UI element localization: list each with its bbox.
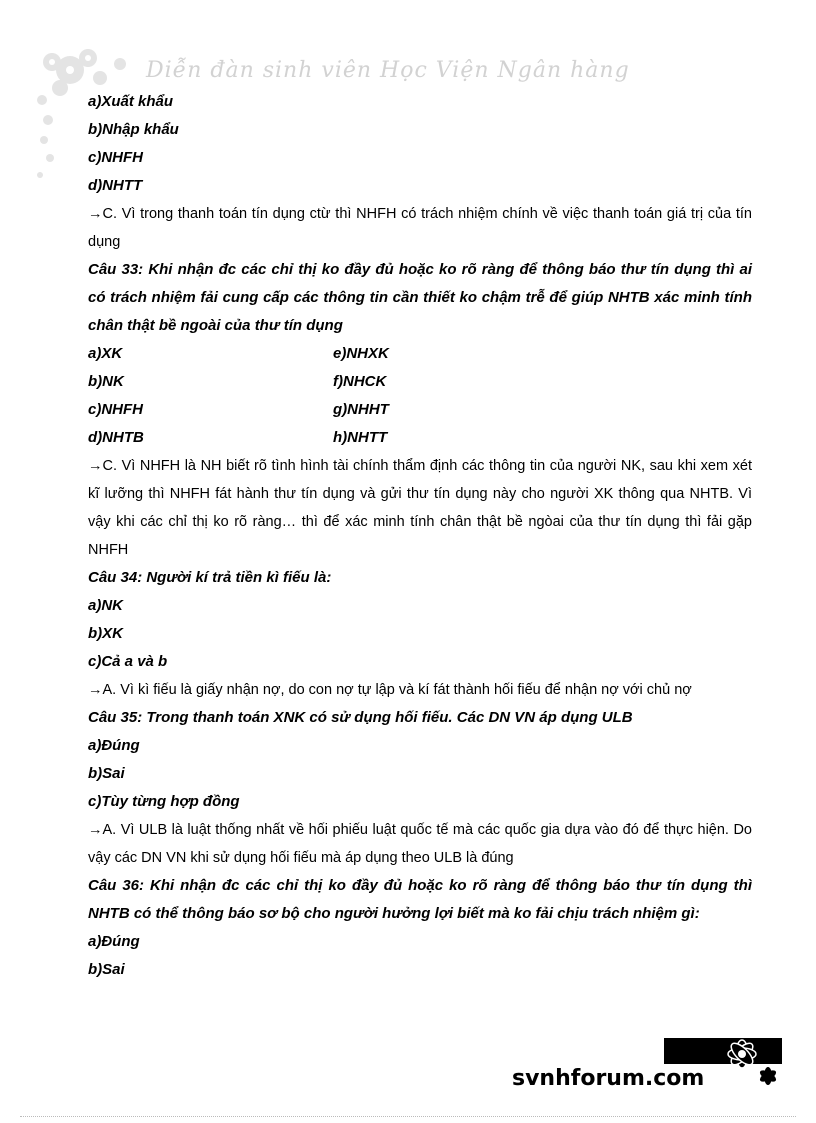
footer-logo-text: svnhforum.com [512, 1066, 705, 1091]
answer-option: g)NHHT [333, 401, 389, 418]
answer-option: b)Sai [88, 961, 125, 978]
question-text: Câu 33: Khi nhận đc các chỉ thị ko đầy đủ hoặc ko rõ ràng để thông báo thư tín dụng thì ai có trách nhiệm fải cung cấp các thông tin cần thiết ko chậm trễ để giúp NHTB xác minh tính chân thật bề ngoài của thư tín dụng [88, 261, 752, 334]
answer-option: h)NHTT [333, 429, 388, 446]
answer-explanation: →A. Vì ULB là luật thống nhất về hối phiếu luật quốc tế mà các quốc gia dựa vào đó để thực hiện. Do vậy các DN VN khi sử dụng hối fiếu mà áp dụng theo ULB là đúng [88, 822, 752, 866]
answer-option: c)NHFH [88, 149, 143, 166]
bottom-divider [20, 1116, 796, 1117]
answer-option: f)NHCK [333, 373, 387, 390]
answer-option: b)Nhập khẩu [88, 121, 179, 138]
answer-option: e)NHXK [333, 345, 389, 362]
answer-option: a)Đúng [88, 933, 140, 950]
question-text: Câu 35: Trong thanh toán XNK có sử dụng hối fiếu. Các DN VN áp dụng ULB [88, 709, 633, 726]
answer-option: b)Sai [88, 765, 125, 782]
answer-option: c)Cả a và b [88, 653, 168, 670]
answer-option: b)NK [88, 373, 124, 390]
answer-option: a)Xuất khẩu [88, 93, 174, 110]
question-text: Câu 34: Người kí trả tiền kì fiếu là: [88, 569, 332, 586]
answer-option-row [88, 340, 752, 368]
answer-option: c)NHFH [88, 401, 143, 418]
answer-option-row [88, 396, 752, 424]
answer-explanation: →C. Vì NHFH là NH biết rõ tình hình tài chính thẩm định các thông tin của người NK, sau khi xem xét kĩ lưỡng thì NHFH fát hành thư tín dụng và gửi thư tín dụng này cho người XK thông qua NHTB. Vì vậy khi các chỉ thị ko rõ ràng… thì để xác minh tính chân thật bề ngòai của thư tín dụng thì fải gặp NHFH [88, 458, 752, 558]
answer-option: a)NK [88, 597, 124, 614]
answer-option: a)Đúng [88, 737, 140, 754]
forum-header-title: Diễn đàn sinh viên Học Viện Ngân hàng [146, 58, 630, 83]
document-body [88, 88, 752, 984]
answer-option: d)NHTT [88, 177, 143, 194]
answer-option: d)NHTB [88, 429, 144, 446]
answer-option-row [88, 368, 752, 396]
answer-option: b)XK [88, 625, 123, 642]
question-text: Câu 36: Khi nhận đc các chỉ thị ko đầy đủ hoặc ko rõ ràng để thông báo thư tín dụng thì NHTB có thể thông báo sơ bộ cho người hưởng lợi biết mà ko fải chịu trách nhiệm gì: [88, 877, 752, 922]
answer-explanation: →A. Vì kì fiếu là giấy nhận nợ, do con nợ tự lập và kí fát thành hối fiếu để nhận nợ với chủ nợ [88, 682, 692, 698]
answer-explanation: →C. Vì trong thanh toán tín dụng ctừ thì NHFH có trách nhiệm chính về việc thanh toán giá trị của tín dụng [88, 206, 752, 250]
answer-option-row [88, 424, 752, 452]
answer-option: a)XK [88, 345, 123, 362]
answer-option: c)Tùy từng hợp đồng [88, 793, 240, 810]
